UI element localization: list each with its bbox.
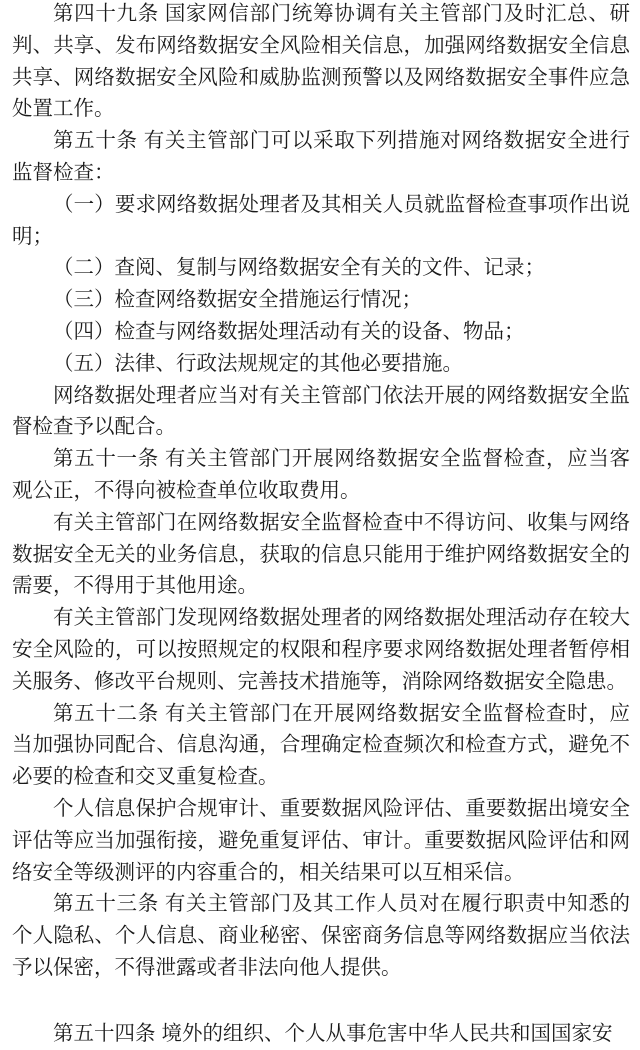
article-text: 有关主管部门开展网络数据安全监督检查，应当客观公正，不得向被检查单位收取费用。 [12,446,631,502]
list-item: （三）检查网络数据安全措施运行情况； [53,287,422,312]
paragraph: 网络数据处理者应当对有关主管部门依法开展的网络数据安全监督检查予以配合。 [12,382,630,439]
section-gap [12,984,630,1018]
article-52 [12,698,630,793]
list-item: （四）检查与网络数据处理活动有关的设备、物品； [53,318,525,343]
paragraph: 有关主管部门发现网络数据处理者的网络数据处理活动存在较大安全风险的，可以按照规定的权限和程序要求网络数据处理者暂停相关服务、修改平台规则、完善技术措施等，消除网络数据安全隐患。 [12,605,630,693]
article-number: 第五十三条 [53,891,159,916]
list-item: （五）法律、行政法规规定的其他必要措施。 [53,350,463,375]
article-number: 第五十一条 [53,446,159,471]
article-text: 有关主管部门及其工作人员对在履行职责中知悉的个人隐私、个人信息、商业秘密、保密商务信息等网络数据应当依法予以保密，不得泄露或者非法向他人提供。 [12,891,631,979]
paragraph: 个人信息保护合规审计、重要数据风险评估、重要数据出境安全评估等应当加强衔接，避免重复评估、审计。重要数据风险评估和网络安全等级测评的内容重合的，相关结果可以互相采信。 [12,795,630,884]
article-number: 第五十二条 [53,700,159,725]
document-body [12,0,630,1050]
article-49 [12,0,630,125]
article-number: 第四十九条 [53,1,159,25]
paragraph: 有关主管部门在网络数据安全监督检查中不得访问、收集与网络数据安全无关的业务信息，获取的信息只能用于维护网络数据安全的需要，不得用于其他用途。 [12,509,630,598]
article-text: 国家网信部门统筹协调有关主管部门及时汇总、研判、共享、发布网络数据安全风险相关信息，加强网络数据安全信息共享、网络数据安全风险和威胁监测预警以及网络数据安全事件应急处置工作。 [12,1,631,121]
article-number: 第五十条 [53,128,138,153]
article-text: 有关主管部门可以采取下列措施对网络数据安全进行监督检查： [12,128,631,184]
article-50 [12,125,630,189]
article-51 [12,443,630,507]
list-item: （一）要求网络数据处理者及其相关人员就监督检查事项作出说明； [12,191,630,248]
article-number: 第五十四条 [53,1020,156,1045]
article-54 [12,1018,630,1050]
article-53 [12,888,630,983]
list-item: （二）查阅、复制与网络数据安全有关的文件、记录； [53,255,545,280]
article-text: 有关主管部门在开展网络数据安全监督检查时，应当加强协同配合、信息沟通，合理确定检查频次和检查方式，避免不必要的检查和交叉重复检查。 [12,700,631,789]
article-text: 境外的组织、个人从事危害中华人民共和国国家安 [161,1020,613,1045]
